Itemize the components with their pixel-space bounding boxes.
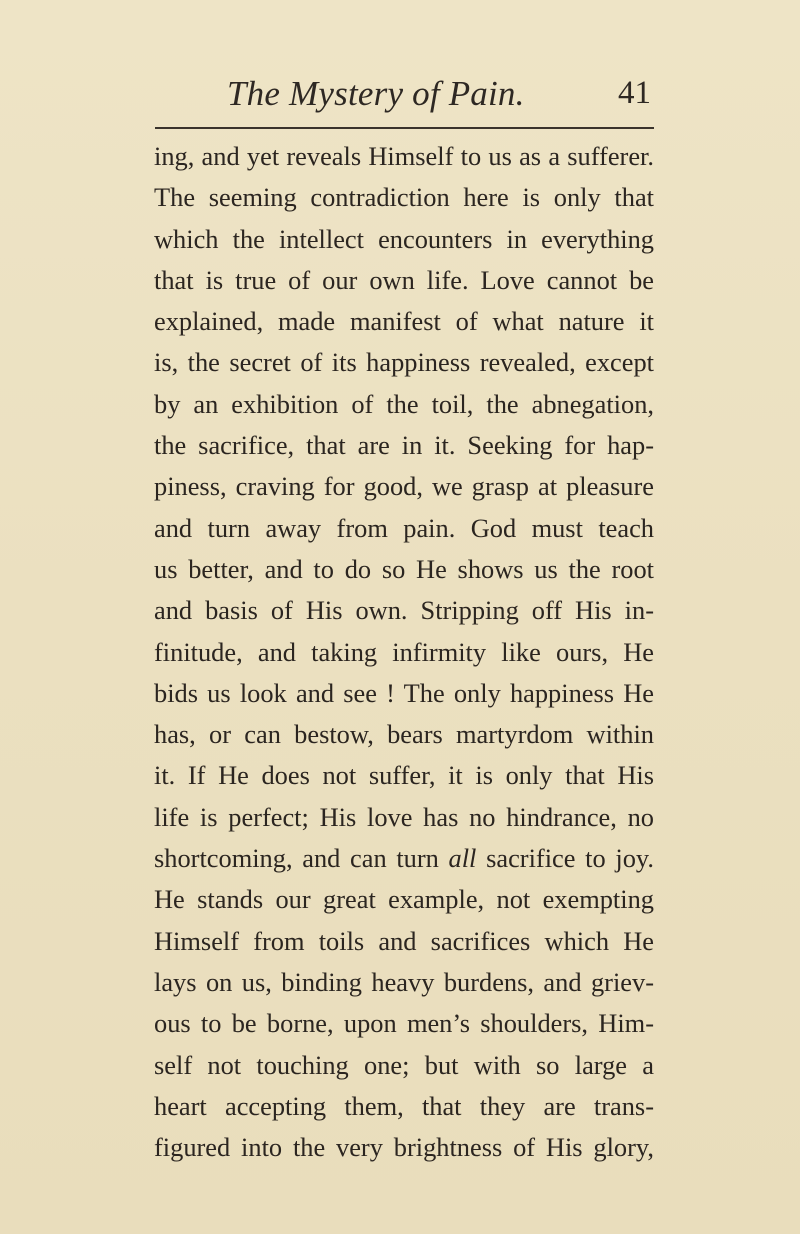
text-line: Himself from toils and sacrifices which He — [154, 925, 654, 956]
text-line: ous to be borne, upon men’s shoulders, Him- — [154, 1008, 654, 1039]
running-title: The Mystery of Pain. — [227, 74, 525, 113]
text-line: has, or can bestow, bears martyrdom within — [154, 719, 654, 750]
page-header — [0, 74, 800, 124]
text-segment: sacrifice to joy. — [486, 843, 654, 874]
italic-word: all — [448, 843, 477, 874]
text-line: bids us look and see ! The only happiness He — [154, 677, 654, 708]
text-line: piness, craving for good, we grasp at pleasure — [154, 471, 654, 502]
text-line: heart accepting them, that they are trans- — [154, 1090, 654, 1121]
text-line: and basis of His own. Stripping off His in- — [154, 595, 654, 626]
header-rule — [155, 127, 654, 129]
text-line-mixed — [154, 838, 654, 879]
text-line: figured into the very brightness of His glory, — [154, 1132, 654, 1163]
text-line: ing, and yet reveals Himself to us as a sufferer. — [154, 141, 654, 171]
text-line: it. If He does not suffer, it is only that His — [154, 760, 654, 791]
text-line: self not touching one; but with so large a — [154, 1049, 654, 1080]
text-line: is, the secret of its happiness revealed, except — [154, 347, 654, 378]
text-line: He stands our great example, not exempting — [154, 884, 654, 915]
text-line: lays on us, binding heavy burdens, and griev- — [154, 966, 654, 997]
text-line: the sacrifice, that are in it. Seeking for hap- — [154, 430, 654, 461]
text-line: us better, and to do so He shows us the root — [154, 553, 654, 584]
text-segment: shortcoming, and can turn — [154, 843, 439, 874]
text-line: which the intellect encounters in everything — [154, 223, 654, 254]
text-line: The seeming contradiction here is only that — [154, 182, 654, 213]
body-text — [154, 136, 654, 1168]
text-line: that is true of our own life. Love cannot be — [154, 264, 654, 295]
text-line: and turn away from pain. God must teach — [154, 512, 654, 543]
page-number: 41 — [618, 75, 651, 111]
text-line: by an exhibition of the toil, the abnegation, — [154, 388, 654, 419]
text-line: finitude, and taking infirmity like ours, He — [154, 636, 654, 667]
text-line: explained, made manifest of what nature it — [154, 306, 654, 337]
text-line: life is perfect; His love has no hindrance, no — [154, 801, 654, 832]
